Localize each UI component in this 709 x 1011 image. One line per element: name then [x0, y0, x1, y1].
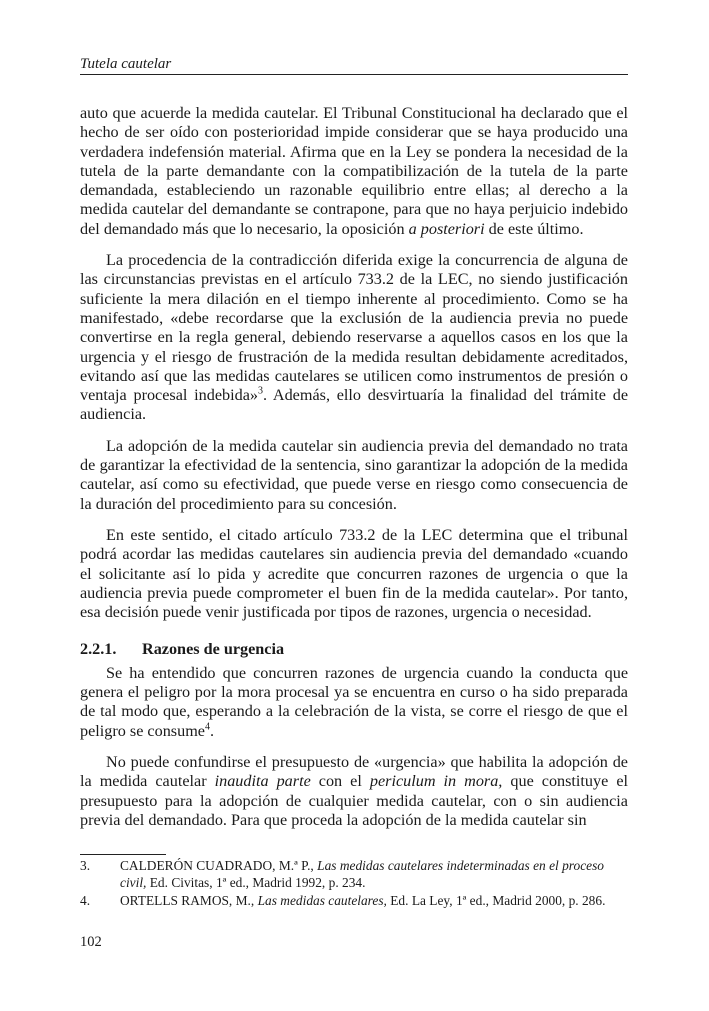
- body-text: [80, 104, 628, 842]
- footnote-3: [80, 858, 628, 891]
- paragraph-6-emphasis-1: inaudita parte: [214, 772, 311, 791]
- footnote-title: Las medidas cautelares,: [257, 893, 387, 908]
- footnote-details: Ed. Civitas, 1ª ed., Madrid 1992, p. 234.: [146, 874, 366, 890]
- paragraph-3: La adopción de la medida cautelar sin audiencia previa del demandado no trata de garantizar la efectividad de la sentencia, sino garantizar la adopción de la medida cautelar, así como su efectividad, que puede verse en riesgo como consecuencia de la duración del procedimiento para su concesión.: [80, 436, 628, 513]
- footnote-author: CALDERÓN CUADRADO, M.ª P.,: [120, 858, 318, 873]
- footnote-title: Las medidas cautelares indeterminadas en el proceso civil,: [120, 858, 605, 890]
- footnotes: [80, 858, 628, 912]
- footnote-ref-4: 4: [204, 721, 210, 733]
- paragraph-6: [80, 753, 628, 830]
- footnote-text: [120, 893, 628, 910]
- footnote-number: 4.: [80, 893, 91, 908]
- footnote-number: 3.: [80, 858, 91, 873]
- paragraph-2-text-a: La procedencia de la contradicción diferida exige la concurrencia de alguna de las circunstancias previstas en el artículo 733.2 de la LEC, no siendo justificación suficiente la mera dilación en el tiempo inherente al procedimiento. Como se ha manifestado, «debe recordarse que la exclusión de la audiencia previa no puede convertirse en la regla general, debiendo reservarse a aquellos casos en los que la urgencia y el riesgo de frustración de la medida resultan debidamente acreditados, evitando así que las medidas cautelares se utilicen como instrumentos de presión o ventaja procesal indebida»: [80, 251, 628, 405]
- footnote-author: ORTELLS RAMOS, M.,: [120, 893, 258, 908]
- paragraph-1-text-a: auto que acuerde la medida cautelar. El Tribunal Constitucional ha declarado que el hecho de ser oído con posterioridad impide considerar que se haya producido una verdadera indefensión material. Afirma que en la Ley se pondera la necesidad de la tutela de la parte demandante con la compatibilización de la tutela de la parte demandada, estableciendo un razonable equilibrio entre ellas; al derecho a la medida cautelar del demandante se contrapone, para que no haya perjuicio indebido del demandado más que lo necesario, la oposición: [80, 104, 628, 238]
- paragraph-5-text-b: .: [209, 721, 215, 740]
- footnote-ref-3: 3: [258, 385, 263, 397]
- section-number: 2.2.1.: [80, 640, 117, 659]
- paragraph-1: [80, 104, 628, 239]
- paragraph-5-text-a: Se ha entendido que concurren razones de urgencia cuando la conducta que genera el peligro por la mora procesal ya se encuentra en curso o ha sido preparada de tal modo que, esperando a la celebración de la vista, se corre el riesgo de que el peligro se consume: [80, 663, 628, 740]
- paragraph-6-text-c: que constituye el presupuesto para la adopción de cualquier medida cautelar, con o sin audiencia previa del demandado. Para que proceda la adopción de la medida cautelar sin: [80, 772, 629, 829]
- paragraph-4: En este sentido, el citado artículo 733.2 de la LEC determina que el tribunal podrá acordar las medidas cautelares sin audiencia previa del demandado «cuando el solicitante así lo pida y acredite que concurren razones de urgencia o que la audiencia previa puede comprometer el buen fin de la medida cautelar». Por tanto, esa decisión puede venir justificada por tipos de razones, urgencia o necesidad.: [80, 525, 628, 622]
- footnote-divider: [80, 854, 166, 855]
- section-title: Razones de urgencia: [142, 640, 285, 659]
- paragraph-6-text-a: No puede confundirse el presupuesto de «urgencia» que habilita la adopción de la medida cautelar: [80, 752, 628, 791]
- footnote-4: [80, 893, 628, 910]
- section-heading: [80, 640, 628, 659]
- paragraph-6-emphasis-2: periculum in mora,: [369, 772, 503, 791]
- running-header: Tutela cautelar: [80, 55, 628, 75]
- paragraph-1-text-b: de este último.: [484, 219, 584, 238]
- paragraph-2: [80, 251, 628, 425]
- paragraph-2-text-b: . Además, ello desvirtuaría la finalidad del trámite de audiencia.: [80, 386, 629, 424]
- page-number: 102: [80, 934, 102, 950]
- footnote-details: Ed. La Ley, 1ª ed., Madrid 2000, p. 286.: [386, 893, 606, 908]
- paragraph-5: [80, 664, 628, 741]
- paragraph-6-text-b: con el: [310, 772, 370, 791]
- paragraph-1-emphasis: a posteriori: [408, 219, 485, 238]
- footnote-text: [120, 858, 628, 891]
